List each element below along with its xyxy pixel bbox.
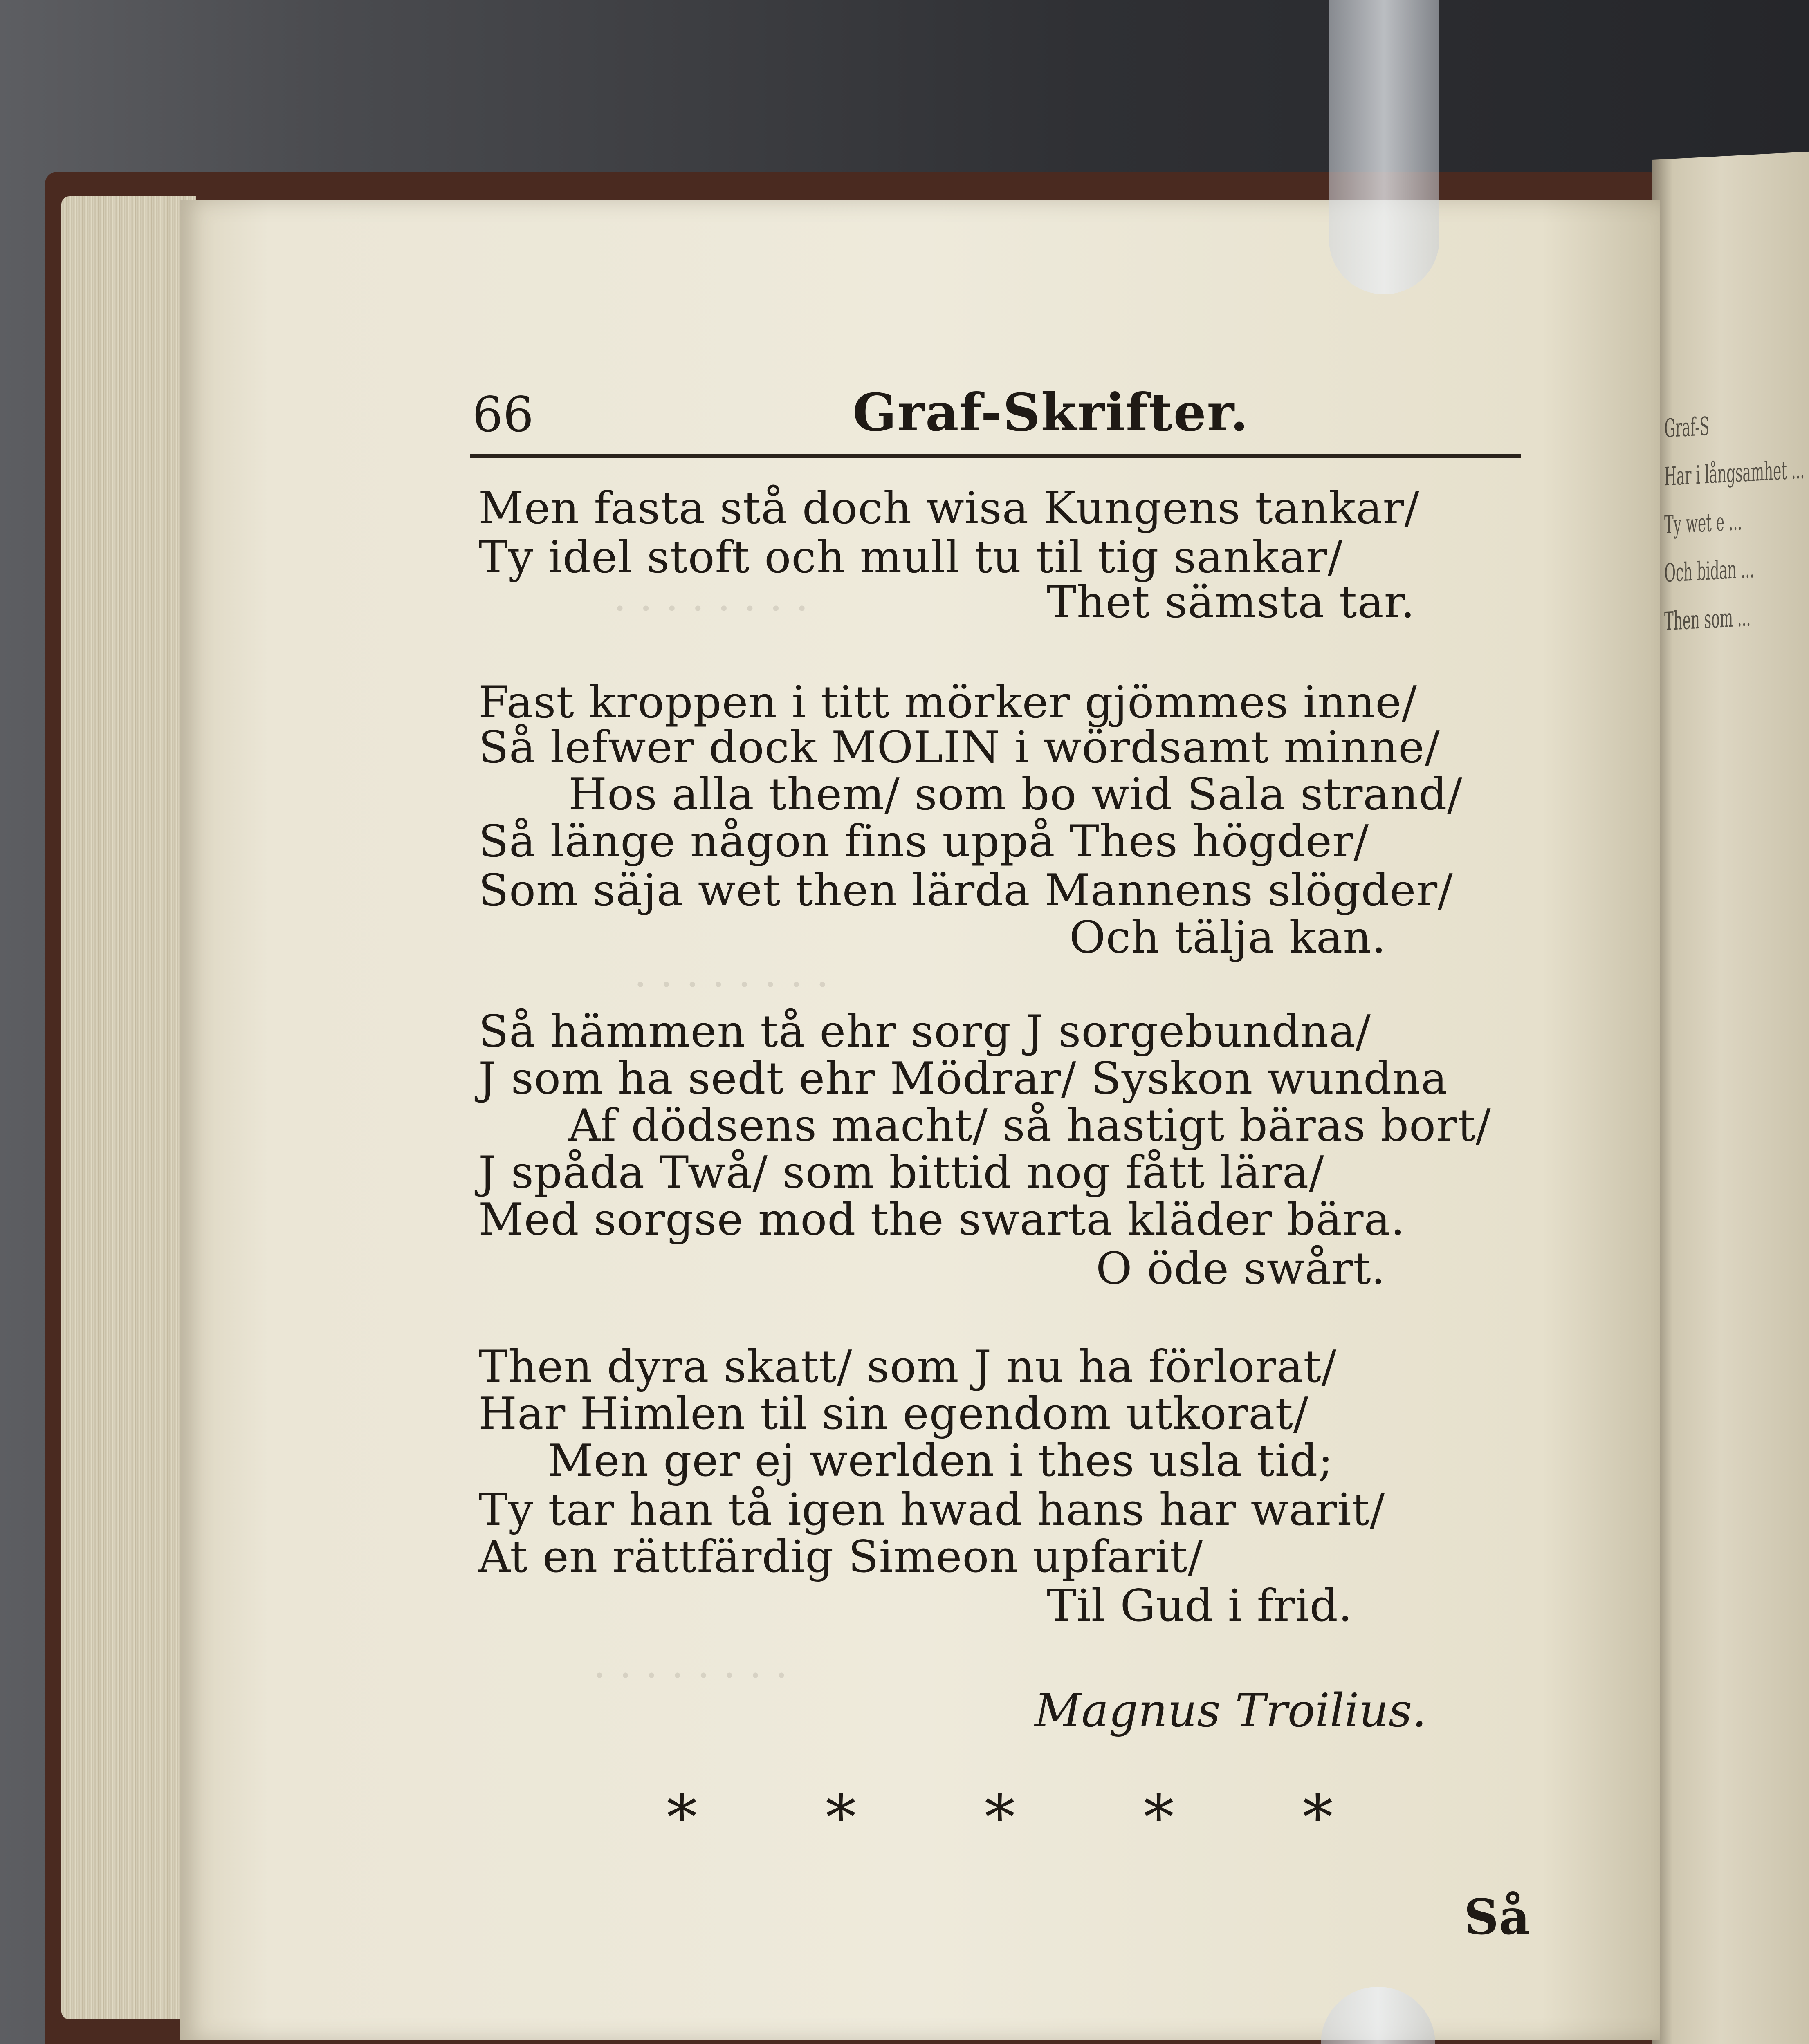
running-head: Graf-Skrifter. xyxy=(853,382,1249,443)
catchword: Så xyxy=(1464,1889,1530,1945)
poem-line: Så hämmen tå ehr sorg J sorgebundna/ xyxy=(478,1006,1371,1057)
asterisk-ornament: * xyxy=(984,1782,1015,1853)
show-through-text: · · · · · · · · xyxy=(593,1652,788,1699)
poem-line: Har Himlen til sin egendom utkorat/ xyxy=(478,1388,1309,1439)
facing-page-line: Har i långsamhet ... xyxy=(1664,454,1805,492)
poem-line: Så lefwer dock MOLIN i wördsamt minne/ xyxy=(478,722,1440,773)
poem-line: Men fasta stå doch wisa Kungens tankar/ xyxy=(478,483,1420,534)
poem-line: Til Gud i frid. xyxy=(1047,1580,1353,1632)
poem-line: Men ger ej werlden i thes usla tid; xyxy=(548,1435,1333,1486)
facing-page-text xyxy=(1664,400,1805,645)
poem-line: Så länge någon fins uppå Thes högder/ xyxy=(478,816,1369,867)
poem-line: Thet sämsta tar. xyxy=(1047,577,1415,628)
poem-line: O öde swårt. xyxy=(1096,1243,1386,1294)
poem-line: Som säja wet then lärda Mannens slögder/ xyxy=(478,865,1453,916)
poem-line: Then dyra skatt/ som J nu ha förlorat/ xyxy=(478,1341,1337,1392)
poem-line: J spåda Twå/ som bittid nog fått lära/ xyxy=(478,1147,1324,1198)
poem-line: Hos alla them/ som bo wid Sala strand/ xyxy=(568,769,1463,820)
ornament-stars xyxy=(667,1782,1333,1853)
poem-line: Med sorgse mod the swarta kläder bära. xyxy=(478,1194,1405,1245)
show-through-text: · · · · · · · · xyxy=(634,961,829,1009)
header-rule xyxy=(470,454,1521,458)
show-through-text: · · · · · · · · xyxy=(613,585,808,632)
poem-line: Fast kroppen i titt mörker gjömmes inne/ xyxy=(478,677,1417,728)
asterisk-ornament: * xyxy=(825,1782,856,1853)
asterisk-ornament: * xyxy=(1302,1782,1333,1853)
poem-line: At en rättfärdig Simeon upfarit/ xyxy=(478,1531,1203,1582)
asterisk-ornament: * xyxy=(667,1782,697,1853)
facing-page-heading: Graf-S xyxy=(1664,411,1710,444)
facing-page-line: Then som ... xyxy=(1664,602,1751,637)
poem-line: J som ha sedt ehr Mödrar/ Syskon wundna xyxy=(478,1053,1448,1104)
poem-line: Och tälja kan. xyxy=(1069,912,1387,963)
page-edges xyxy=(61,196,196,2019)
author-signature: Magnus Troilius. xyxy=(1035,1684,1427,1737)
asterisk-ornament: * xyxy=(1143,1782,1174,1853)
facing-page xyxy=(1652,151,1809,2044)
poem-line: Ty tar han tå igen hwad hans har warit/ xyxy=(478,1484,1385,1535)
poem-line: Ty idel stoft och mull tu til tig sankar/ xyxy=(478,532,1343,583)
facing-page-line: Och bidan ... xyxy=(1664,553,1755,588)
page-clip-top xyxy=(1329,0,1439,294)
facing-page-line: Ty wet e ... xyxy=(1664,506,1742,540)
poem-line: Af dödsens macht/ så hastigt bäras bort/ xyxy=(568,1100,1491,1151)
page-number: 66 xyxy=(472,386,534,443)
